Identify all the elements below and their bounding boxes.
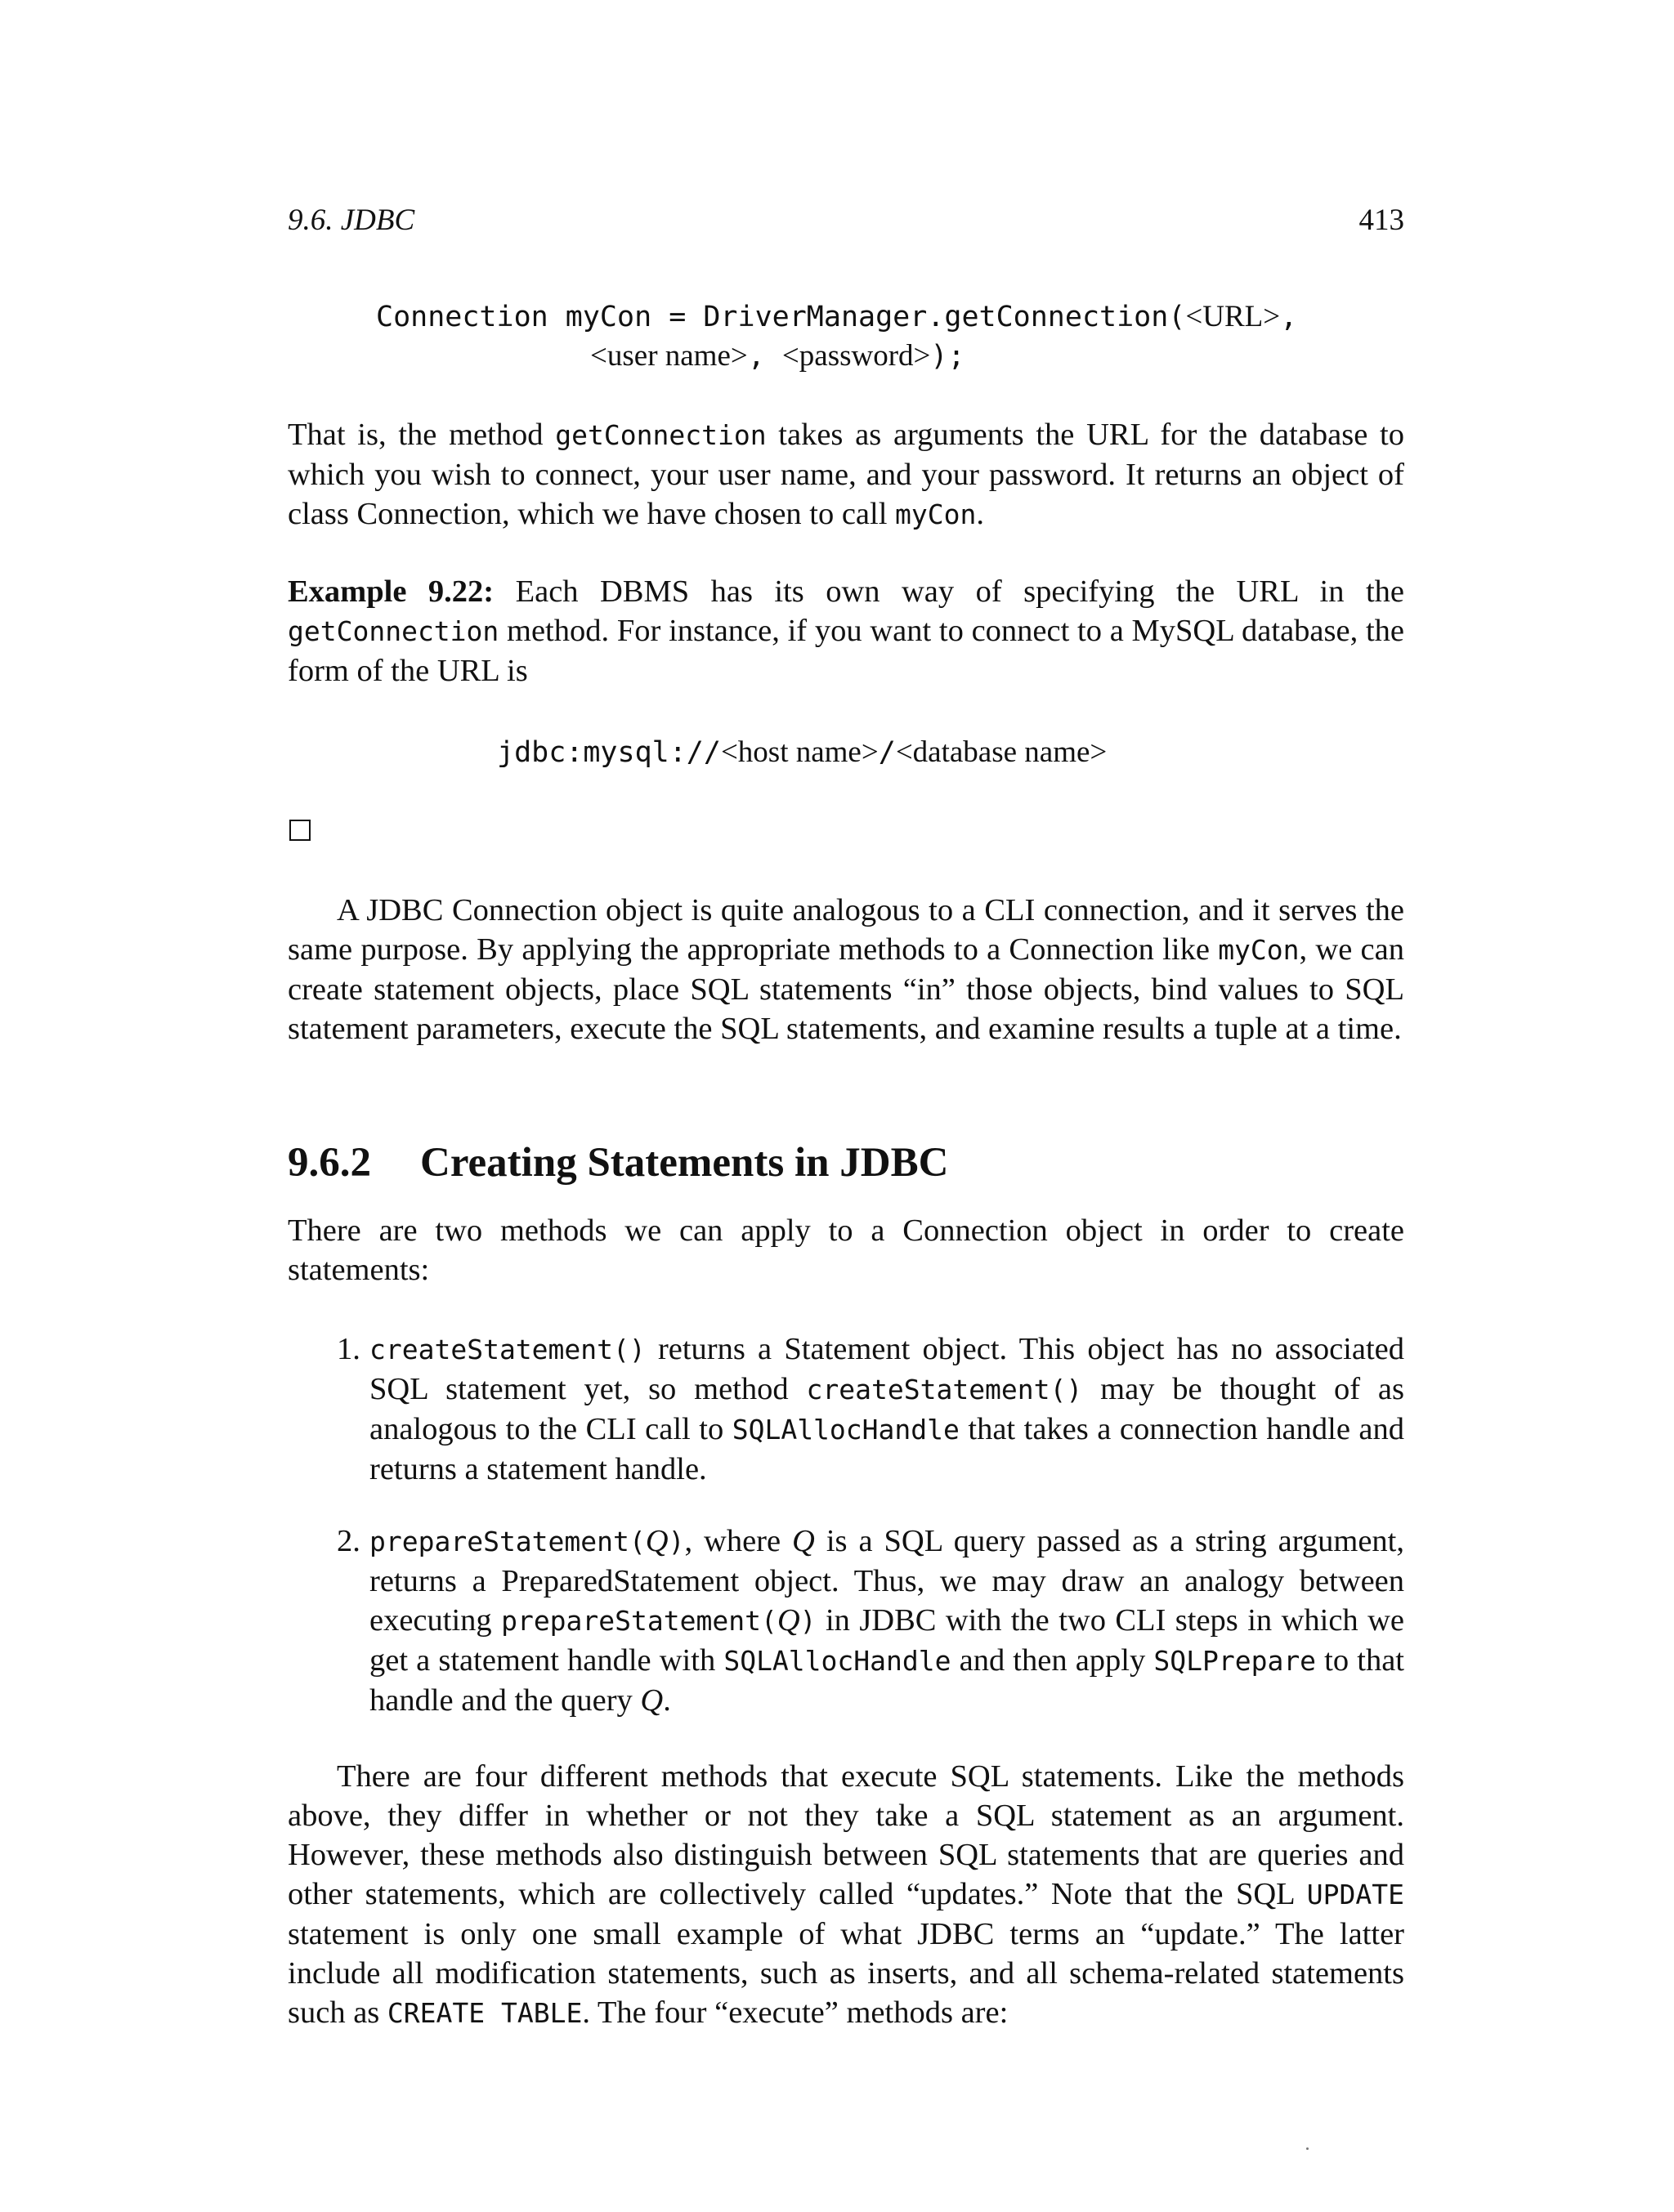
paragraph-2 (288, 891, 1404, 1048)
code-text: Connection myCon = DriverManager.getConnection( (376, 301, 1186, 333)
scan-speck (1306, 2147, 1309, 2150)
code-placeholder-host: <host name> (720, 735, 879, 769)
text: . (663, 1683, 671, 1718)
code-text: ); (930, 340, 965, 373)
running-head (288, 203, 1404, 244)
paragraph-3 (288, 1211, 1404, 1289)
code-line-1 (376, 297, 1297, 337)
code-placeholder-database: <database name> (895, 735, 1108, 769)
list-item (337, 1329, 1404, 1489)
inline-code: SQLPrepare (1153, 1645, 1317, 1677)
inline-code: SQLAllocHandle (732, 1414, 960, 1446)
text: takes as arguments the URL for the database to which you wish to connect, your user name, and your password. It returns an object of class Connection, which we have chosen to call (288, 418, 1404, 531)
list-marker: 1. (337, 1332, 360, 1366)
inline-code: getConnection (288, 615, 499, 647)
section-title: Creating Statements in JDBC (420, 1140, 949, 1186)
code-line-2 (590, 337, 965, 376)
text: that takes a connection handle and returns a statement handle. (369, 1412, 1405, 1486)
text: statement is only one small example of what JDBC terms an “update.” The latter include all modification statements, such as inserts, and all schema-related statements such as (288, 1917, 1404, 2030)
code-text: jdbc:mysql:// (497, 736, 721, 769)
example-block (288, 572, 1404, 690)
text: returns a Statement object. This object has no associated SQL statement yet, so method (369, 1332, 1404, 1406)
math-var: Q (645, 1524, 669, 1558)
text: is a SQL query passed as a string argument, returns a PreparedStatement object. Thus, we may draw an analogy between executing (369, 1524, 1404, 1638)
code-placeholder-password: <password> (781, 339, 931, 373)
math-var: Q (777, 1603, 800, 1638)
inline-code: CREATE TABLE (387, 1997, 583, 2029)
page-number: 413 (1358, 203, 1404, 237)
list-marker: 2. (337, 1524, 360, 1558)
inline-code: myCon (1218, 934, 1300, 966)
text: , where (684, 1524, 793, 1558)
code-text: / (878, 736, 896, 769)
code-text: , (747, 340, 782, 373)
code-placeholder-url: <URL> (1185, 300, 1281, 333)
math-var: Q (640, 1683, 664, 1718)
text: and then apply (951, 1643, 1154, 1678)
inline-code: createStatement() (369, 1334, 646, 1365)
inline-code: prepareStatement( (369, 1526, 646, 1557)
inline-code: SQLAllocHandle (723, 1645, 951, 1677)
code-placeholder-user: <user name> (590, 339, 748, 373)
text: Each DBMS has its own way of specifying the URL in the (494, 574, 1404, 609)
text: . (976, 497, 985, 531)
text: That is, the method (288, 418, 556, 452)
math-var: Q (792, 1524, 815, 1558)
text: There are two methods we can apply to a Connection object in order to create statements: (288, 1213, 1404, 1287)
paragraph-4 (288, 1757, 1404, 2033)
text: , we can create statement objects, place SQL statements “in” those objects, bind values to SQL statement parameters, execute the SQL statements, and examine results a tuple at a time. (288, 932, 1404, 1046)
example-label: Example 9.22: (288, 574, 495, 609)
inline-code: getConnection (555, 419, 767, 451)
code-url-format (497, 733, 1107, 772)
inline-code: ) (799, 1605, 817, 1637)
text: to that handle and the query (369, 1643, 1404, 1718)
text: method. For instance, if you want to connect to a MySQL database, the form of the URL is (288, 614, 1404, 688)
inline-code: UPDATE (1306, 1879, 1404, 1910)
inline-code: ) (668, 1526, 685, 1557)
section-number: 9.6.2 (288, 1140, 371, 1186)
end-of-example-square-icon (289, 820, 311, 841)
section-heading (288, 1139, 948, 1186)
text: may be thought of as analogous to the CLI call to (369, 1372, 1404, 1446)
inline-code: prepareStatement( (501, 1605, 777, 1637)
list-item (337, 1522, 1404, 1720)
running-head-section: 9.6. JDBC (288, 203, 415, 237)
paragraph-1 (288, 415, 1404, 534)
text: in JDBC with the two CLI steps in which we get a statement handle with (369, 1603, 1404, 1678)
text: A JDBC Connection object is quite analogous to a CLI connection, and it serves the same purpose. By applying the appropriate methods to a Connection like (288, 893, 1404, 967)
code-text: , (1280, 301, 1298, 333)
text: . The four “execute” methods are: (582, 1995, 1009, 2030)
inline-code: myCon (895, 498, 977, 530)
inline-code: createStatement() (806, 1374, 1083, 1405)
text: There are four different methods that execute SQL statements. Like the methods above, they differ in whether or not they take a SQL statement as an argument. However, these methods also distinguish between SQL statements that are queries and other statements, which are collectively called “updates.” Note that the SQL (288, 1759, 1404, 1911)
